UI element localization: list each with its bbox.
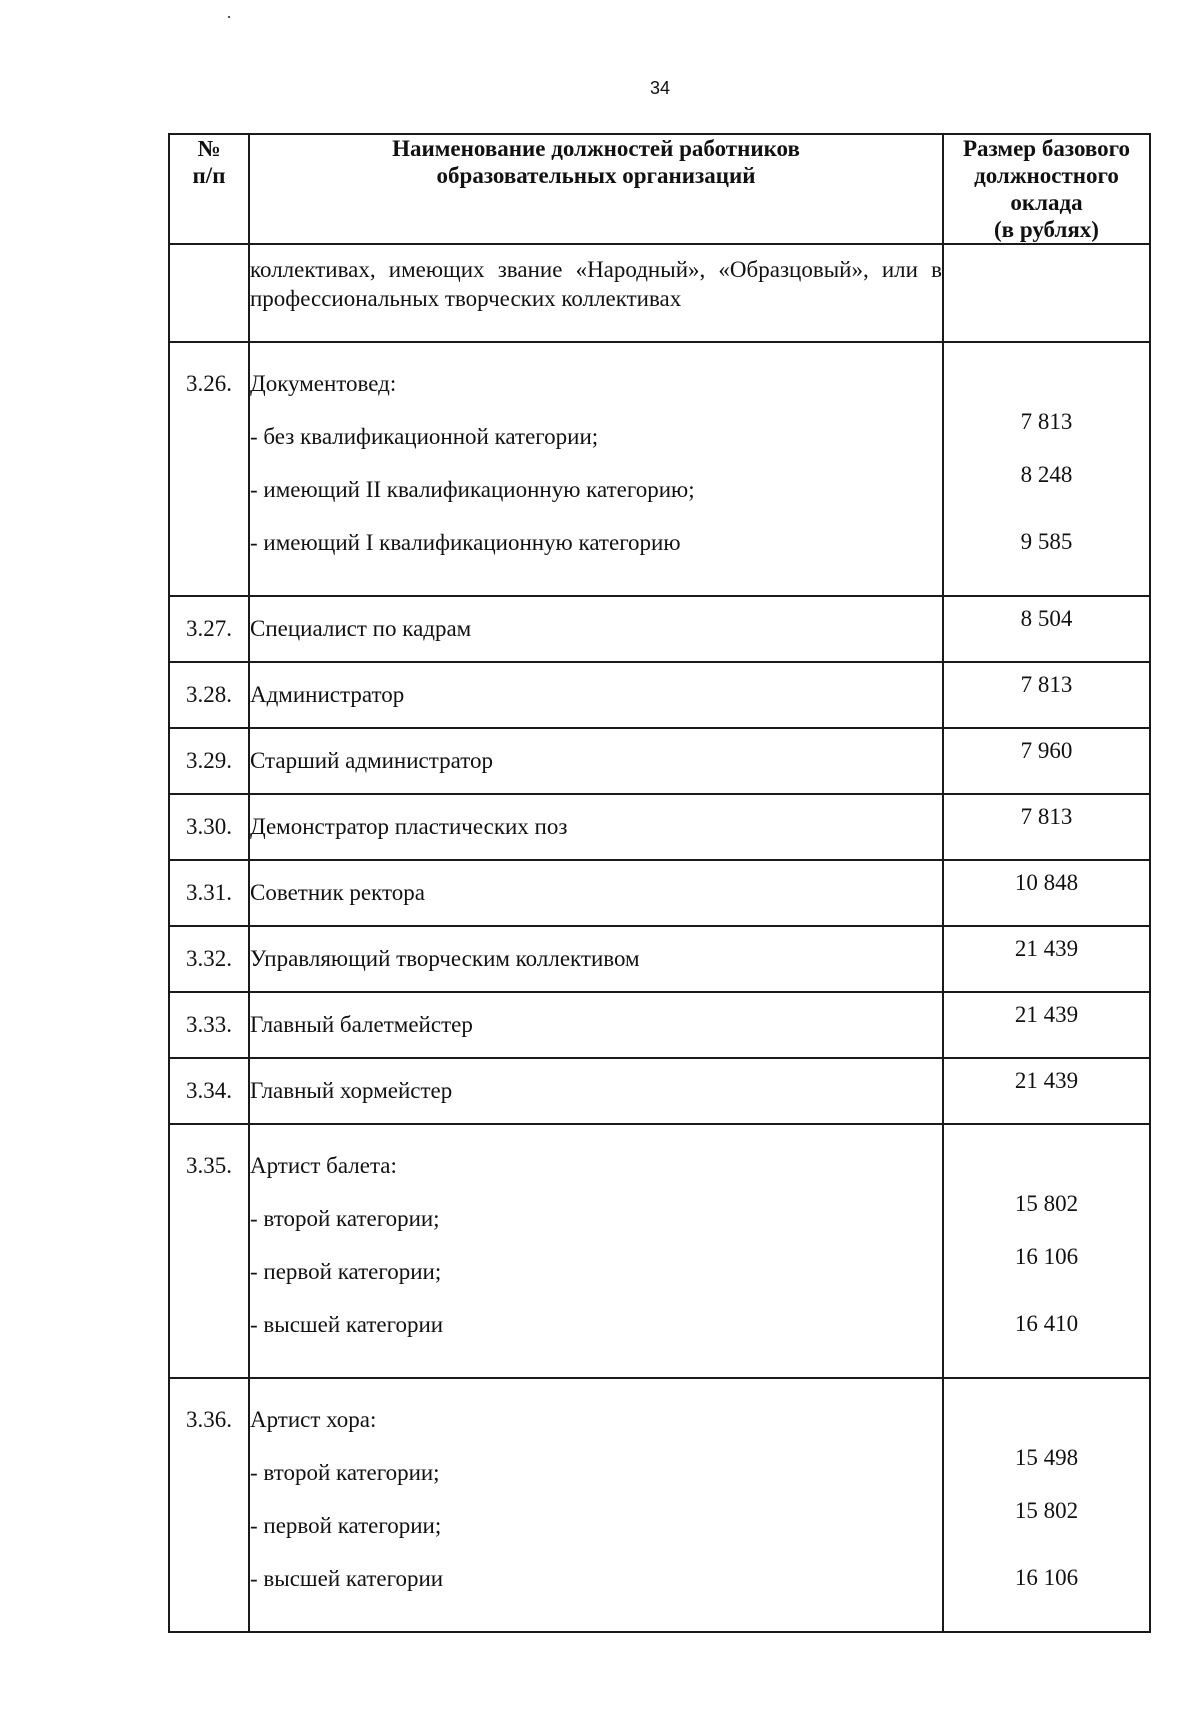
table-row (169, 794, 1150, 860)
row-number: 3.30. (169, 794, 249, 860)
row-value (943, 1124, 1150, 1378)
table-row (169, 1378, 1150, 1632)
row-number: 3.28. (169, 662, 249, 728)
row-value: 7 813 (943, 794, 1150, 860)
row-name (249, 1124, 943, 1378)
row-name: Советник ректора (249, 860, 943, 926)
row-value: 7 813 (943, 662, 1150, 728)
table-row (169, 860, 1150, 926)
row-value (943, 342, 1150, 596)
row-number: 3.33. (169, 992, 249, 1058)
row-name (249, 1378, 943, 1632)
header-name-line: Наименование должностей работников (392, 136, 800, 161)
header-salary (943, 134, 1150, 244)
row-number: 3.32. (169, 926, 249, 992)
header-number-line: п/п (192, 163, 226, 188)
row-number: 3.35. (169, 1124, 249, 1378)
header-salary-line: Размер базового (962, 136, 1131, 161)
page-number: 34 (649, 78, 671, 98)
table-header-row (169, 134, 1150, 244)
row-item-label: - высшей категории (250, 1566, 444, 1591)
scan-speck (228, 16, 230, 18)
header-name-line: образовательных организаций (436, 163, 756, 188)
row-value (943, 244, 1150, 342)
table-row (169, 1124, 1150, 1378)
header-salary-line: (в рублях) (994, 217, 1099, 242)
header-salary-line: оклада (1010, 190, 1083, 215)
row-title: Артист балета: (250, 1153, 397, 1178)
row-value: 10 848 (943, 860, 1150, 926)
row-value: 21 439 (943, 926, 1150, 992)
row-item-label: - первой категории; (250, 1259, 442, 1284)
continuation-row (169, 244, 1150, 342)
row-item-value: 15 802 (1014, 1191, 1079, 1216)
header-number-line: № (197, 136, 221, 161)
row-item-label: - первой категории; (250, 1513, 442, 1538)
row-value (943, 1378, 1150, 1632)
row-title: Документовед: (250, 371, 397, 396)
row-value: 8 504 (943, 596, 1150, 662)
row-item-label: - второй категории; (250, 1206, 440, 1231)
salary-table (168, 133, 1151, 1633)
row-item-value: 7 813 (1020, 409, 1073, 434)
row-item-label: - имеющий I квалификационную категорию (250, 530, 681, 555)
header-salary-line: должностного (974, 163, 1119, 188)
table-row (169, 342, 1150, 596)
header-number (169, 134, 249, 244)
row-item-value: 16 106 (1014, 1244, 1079, 1269)
row-name: Старший администратор (249, 728, 943, 794)
row-number: 3.36. (169, 1378, 249, 1632)
row-item-value: 15 802 (1014, 1498, 1079, 1523)
row-name (249, 244, 943, 342)
row-number: 3.31. (169, 860, 249, 926)
row-item-value: 15 498 (1014, 1445, 1079, 1470)
header-position-name (249, 134, 943, 244)
table-row (169, 1058, 1150, 1124)
table-row (169, 728, 1150, 794)
row-name: Специалист по кадрам (249, 596, 943, 662)
row-name: Главный хормейстер (249, 1058, 943, 1124)
row-item-value: 16 106 (1014, 1565, 1079, 1590)
row-number: 3.27. (169, 596, 249, 662)
row-name: Демонстратор пластических поз (249, 794, 943, 860)
row-item-label: - имеющий II квалификационную категорию; (250, 477, 695, 502)
row-item-value: 9 585 (1020, 529, 1073, 554)
row-value: 7 960 (943, 728, 1150, 794)
row-item-label: - второй категории; (250, 1460, 440, 1485)
row-name (249, 342, 943, 596)
row-item-value: 16 410 (1014, 1311, 1079, 1336)
row-title: Артист хора: (250, 1407, 377, 1432)
table-row (169, 926, 1150, 992)
row-name: Управляющий творческим коллективом (249, 926, 943, 992)
row-number: 3.34. (169, 1058, 249, 1124)
row-item-value: 8 248 (1020, 462, 1073, 487)
row-number (169, 244, 249, 342)
row-item-label: - без квалификационной категории; (250, 424, 599, 449)
row-number: 3.26. (169, 342, 249, 596)
continuation-text: коллективах, имеющих звание «Народный», «Образцовый», или в профессиональных творческих коллективах (250, 257, 942, 311)
table-row (169, 596, 1150, 662)
row-item-label: - высшей категории (250, 1312, 444, 1337)
table-row (169, 992, 1150, 1058)
row-number: 3.29. (169, 728, 249, 794)
row-name: Администратор (249, 662, 943, 728)
row-value: 21 439 (943, 1058, 1150, 1124)
row-name: Главный балетмейстер (249, 992, 943, 1058)
table-row (169, 662, 1150, 728)
row-value: 21 439 (943, 992, 1150, 1058)
